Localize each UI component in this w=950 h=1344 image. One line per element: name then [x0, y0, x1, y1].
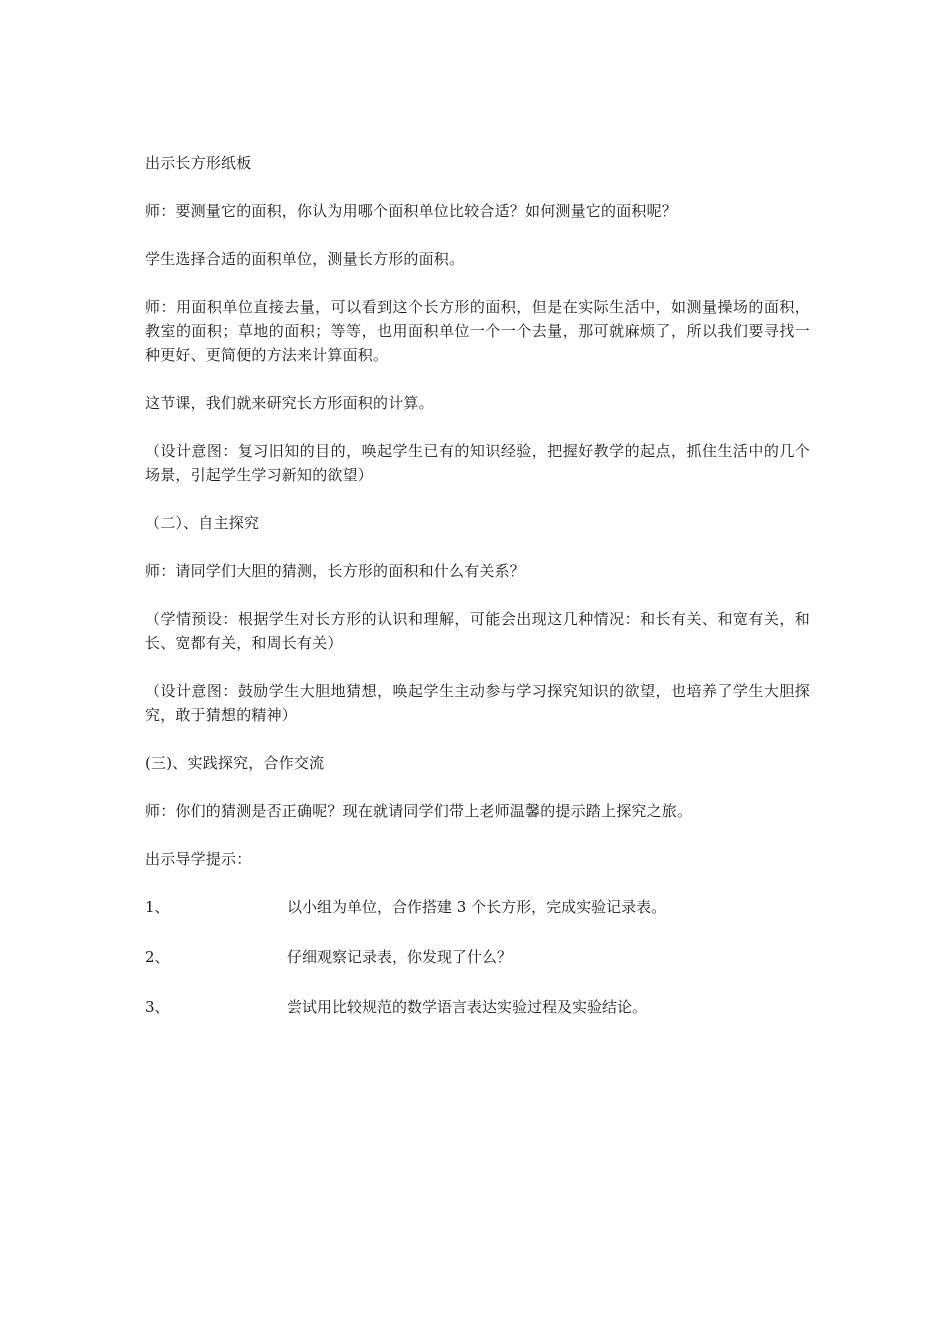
list-item-text: 尝试用比较规范的数学语言表达实验过程及实验结论。 — [287, 998, 648, 1016]
paragraph-learning-preset: （学情预设：根据学生对长方形的认识和理解，可能会出现这几种情况：和长有关、和宽有关，和长、宽都有关，和周长有关） — [145, 610, 810, 652]
section-heading-self-exploration: （二）、自主探究 — [145, 514, 260, 532]
list-item-number: 1、 — [145, 898, 170, 916]
list-item — [145, 995, 810, 1019]
document-body — [145, 151, 810, 1045]
paragraph-design-intent-review: （设计意图：复习旧知的目的，唤起学生已有的知识经验，把握好教学的起点，抓住生活中的几个场景，引起学生学习新知的欲望） — [145, 442, 810, 484]
paragraph-lesson-intro: 这节课，我们就来研究长方形面积的计算。 — [145, 394, 434, 412]
paragraph-show-guide-hints: 出示导学提示： — [145, 850, 252, 868]
list-item-number: 3、 — [145, 998, 170, 1016]
paragraph-teacher-guess-prompt: 师：请同学们大胆的猜测，长方形的面积和什么有关系？ — [145, 562, 526, 580]
paragraph-teacher-verify-guess: 师：你们的猜测是否正确呢？现在就请同学们带上老师温馨的提示踏上探究之旅。 — [145, 802, 693, 820]
paragraph-show-rectangle-board: 出示长方形纸板 — [145, 154, 252, 172]
list-item — [145, 895, 810, 919]
list-item — [145, 945, 810, 969]
paragraph-students-choose-unit: 学生选择合适的面积单位，测量长方形的面积。 — [145, 250, 465, 268]
section-heading-practice-exploration: (三)、实践探究，合作交流 — [145, 754, 325, 772]
list-item-number: 2、 — [145, 948, 170, 966]
list-item-text: 以小组为单位，合作搭建 3 个长方形，完成实验记录表。 — [287, 898, 667, 916]
paragraph-teacher-question-measure: 师：要测量它的面积，你认为用哪个面积单位比较合适？如何测量它的面积呢？ — [145, 202, 678, 220]
guide-hint-list — [145, 895, 810, 1019]
paragraph-teacher-explain-method: 师：用面积单位直接去量，可以看到这个长方形的面积，但是在实际生活中，如测量操场的面积，教室的面积；草地的面积；等等，也用面积单位一个一个去量，那可就麻烦了，所以我们要寻找一种更好、更简便的方法来计算面积。 — [145, 298, 810, 364]
list-item-text: 仔细观察记录表，你发现了什么？ — [287, 948, 513, 966]
paragraph-design-intent-guess: （设计意图：鼓励学生大胆地猜想，唤起学生主动参与学习探究知识的欲望，也培养了学生大胆探究，敢于猜想的精神） — [145, 682, 810, 724]
